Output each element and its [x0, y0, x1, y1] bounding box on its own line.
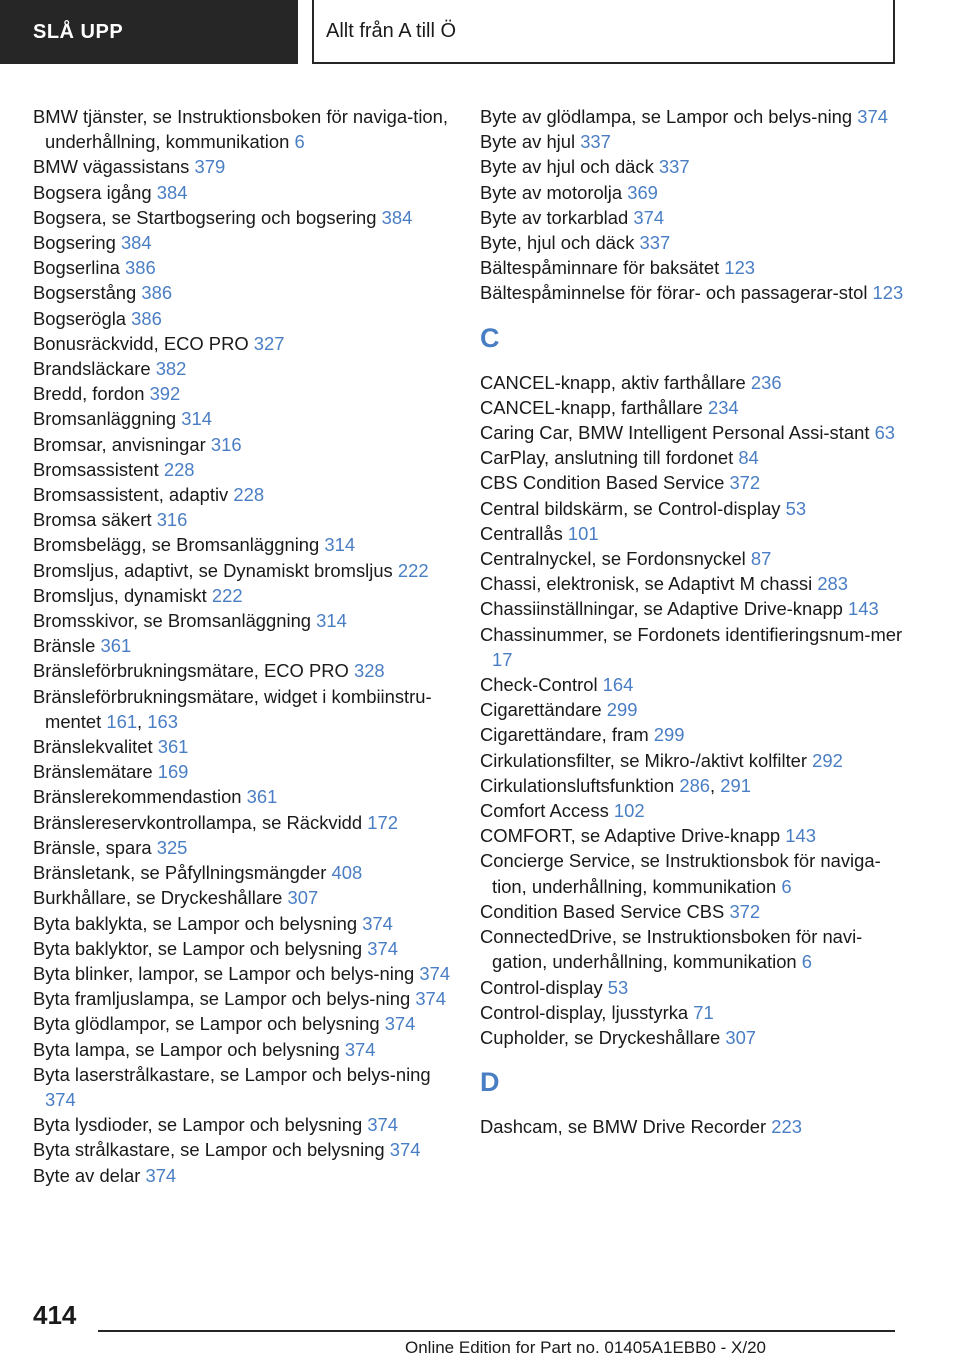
page-link[interactable]: 143 — [848, 598, 879, 620]
index-entry: Bränsleförbrukningsmätare, widget i kombiinstru-mentet 161, 163 — [33, 685, 432, 732]
page-link[interactable]: 361 — [246, 786, 278, 808]
index-entry — [33, 507, 458, 532]
index-entry — [480, 154, 910, 179]
index-term: Bogsering — [33, 232, 116, 254]
page-link[interactable]: 316 — [210, 433, 242, 455]
index-term: Byta strålkastare, se Lampor och belysning — [33, 1139, 385, 1161]
index-entry — [33, 734, 458, 759]
page-link[interactable]: 372 — [729, 900, 761, 922]
page-link[interactable]: 307 — [287, 887, 319, 909]
page-link[interactable]: 374 — [857, 106, 888, 127]
page-link[interactable]: 17 — [492, 648, 513, 670]
footer-divider — [98, 1330, 895, 1332]
index-term: Chassi, elektronisk, se Adaptivt M chassi — [480, 573, 813, 595]
index-column-left — [33, 104, 458, 1188]
index-term: Byte av glödlampa, se Lampor och belys-ning — [480, 106, 853, 127]
index-term: Byta baklyktor, se Lampor och belysning — [33, 937, 363, 959]
page-link[interactable]: 307 — [725, 1026, 757, 1048]
index-entry — [480, 521, 910, 546]
section-title: Allt från A till Ö — [312, 0, 895, 64]
index-term: Bränslerekommendastion — [33, 786, 242, 808]
page-link[interactable]: 408 — [331, 862, 363, 884]
page-link[interactable]: 314 — [324, 534, 356, 556]
page-link[interactable]: 374 — [367, 937, 398, 959]
index-term: Bogserögla — [33, 307, 127, 329]
index-term: Bromsanläggning — [33, 408, 177, 430]
index-entry — [480, 899, 910, 924]
index-entry — [33, 406, 458, 431]
index-entry — [480, 395, 910, 420]
index-term: Bredd, fordon — [33, 383, 145, 405]
index-entry — [33, 961, 458, 986]
index-entry — [480, 722, 910, 747]
page-link[interactable]: 286 — [679, 774, 711, 796]
page-link[interactable]: 164 — [602, 674, 634, 696]
page-link[interactable]: 361 — [157, 736, 189, 758]
index-term: Concierge Service, se Instruktionsbok för naviga-tion, underhållning, kommunikation — [480, 850, 881, 897]
index-entry — [480, 848, 910, 898]
index-term: Centrallås — [480, 522, 563, 544]
index-term: Cirkulationsfilter, se Mikro-/aktivt kolfilter — [480, 749, 808, 771]
index-term: Bromsa säkert — [33, 509, 152, 531]
index-entry — [480, 823, 910, 848]
index-entry — [480, 622, 910, 672]
index-entry — [33, 306, 458, 331]
page-link[interactable]: 382 — [155, 358, 187, 380]
index-term: Byte, hjul och däck — [480, 232, 635, 254]
index-term: Bromsljus, dynamiskt — [33, 584, 207, 606]
index-term: BMW tjänster, se Instruktionsboken för naviga-tion, underhållning, kommunikation — [33, 106, 449, 153]
index-term: CANCEL-knapp, farthållare — [480, 396, 703, 418]
page-link[interactable]: 299 — [653, 724, 685, 746]
page-link[interactable]: 53 — [785, 497, 807, 519]
index-term: ConnectedDrive, se Instruktionsboken för navi-gation, underhållning, kommunikation — [480, 926, 863, 973]
index-term: Control-display, ljusstyrka — [480, 1001, 689, 1023]
index-entry — [33, 633, 458, 658]
index-term: Byta lampa, se Lampor och belysning — [33, 1038, 340, 1060]
index-term: Byte av hjul och däck — [480, 156, 654, 178]
page-link[interactable]: 337 — [580, 131, 611, 153]
index-entry — [480, 420, 910, 445]
page-link[interactable]: 169 — [157, 761, 189, 783]
index-entry — [33, 558, 458, 583]
index-entry — [33, 154, 458, 179]
index-term: Cirkulationsluftsfunktion — [480, 774, 675, 796]
index-term: Condition Based Service CBS — [480, 900, 725, 922]
index-entry — [480, 129, 910, 154]
index-entry — [33, 457, 458, 482]
index-entry — [480, 370, 910, 395]
index-entry — [480, 546, 910, 571]
page-link[interactable]: 102 — [613, 800, 645, 822]
index-entry — [33, 1137, 458, 1162]
index-term: Bränslekvalitet — [33, 736, 153, 758]
index-term: Bogserlina — [33, 257, 120, 279]
page-link[interactable]: 384 — [156, 181, 188, 203]
section-tab[interactable]: SLÅ UPP — [0, 0, 298, 64]
page-link[interactable]: 392 — [149, 383, 181, 405]
index-term: CBS Condition Based Service — [480, 472, 725, 494]
index-entry — [33, 1163, 458, 1188]
index-term: Bränsle — [33, 635, 96, 657]
page-link[interactable]: 316 — [156, 509, 188, 531]
page-link[interactable]: 84 — [738, 447, 759, 469]
index-entry — [480, 798, 910, 823]
page-link[interactable]: 374 — [367, 1114, 398, 1136]
index-entry — [33, 1062, 458, 1112]
index-term: Control-display — [480, 976, 603, 998]
index-entry — [480, 445, 910, 470]
index-entry — [33, 885, 458, 910]
index-entry — [480, 496, 910, 521]
index-entry — [33, 230, 458, 255]
page-link[interactable]: 361 — [100, 635, 132, 657]
index-entry — [480, 1000, 910, 1025]
page-link[interactable]: 374 — [633, 206, 665, 228]
index-term: Bromsskivor, se Bromsanläggning — [33, 610, 312, 632]
page-link[interactable]: 87 — [750, 548, 772, 570]
page-link[interactable]: 337 — [658, 156, 690, 178]
index-term: Bogserstång — [33, 282, 137, 304]
index-entry — [480, 230, 910, 255]
index-entry — [480, 1025, 910, 1050]
page-link[interactable]: 228 — [233, 484, 265, 506]
page-link[interactable]: 374 — [45, 1088, 76, 1110]
page-link[interactable]: 369 — [627, 181, 658, 203]
index-entry — [33, 1037, 458, 1062]
page-header — [0, 0, 960, 66]
index-term: CANCEL-knapp, aktiv farthållare — [480, 371, 746, 393]
index-term: Comfort Access — [480, 800, 609, 822]
index-term: Caring Car, BMW Intelligent Personal Assi-stant — [480, 422, 870, 444]
index-term: Bromsbelägg, se Bromsanläggning — [33, 534, 320, 556]
edition-note: Online Edition for Part no. 01405A1EBB0 - X/20 — [405, 1338, 767, 1357]
page-link[interactable]: 384 — [381, 206, 413, 228]
index-term: Bromsljus, adaptivt, se Dynamiskt bromsljus — [33, 559, 393, 581]
page-link[interactable]: 6 — [781, 875, 792, 897]
page-link[interactable]: 372 — [729, 472, 761, 494]
index-term: Byte av delar — [33, 1164, 141, 1186]
index-entry — [480, 748, 910, 773]
page-link[interactable]: 314 — [316, 610, 347, 632]
index-entry — [480, 180, 910, 205]
index-entry — [480, 596, 910, 621]
page-link[interactable]: 386 — [125, 257, 156, 279]
index-entry — [480, 205, 910, 230]
page-link[interactable]: 325 — [156, 836, 188, 858]
page-link[interactable]: 123 — [724, 257, 756, 279]
index-entry — [480, 975, 910, 1000]
index-term: Chassiinställningar, se Adaptive Drive-knapp — [480, 598, 843, 620]
page-link[interactable]: 161 — [106, 710, 138, 732]
index-entry — [33, 608, 458, 633]
index-term: Bränsleförbrukningsmätare, widget i kombiinstru-mentet — [33, 685, 432, 732]
page-link[interactable]: 374 — [389, 1139, 421, 1161]
letter-heading: D — [480, 1067, 500, 1098]
page-link[interactable]: 63 — [874, 422, 896, 444]
index-term: Byta lysdioder, se Lampor och belysning — [33, 1114, 363, 1136]
index-term: Bromsar, anvisningar — [33, 433, 206, 455]
page-link[interactable]: 328 — [353, 660, 385, 682]
page-link[interactable]: 374 — [415, 988, 446, 1010]
page-link[interactable]: 386 — [141, 282, 173, 304]
index-term: Bränsle, spara — [33, 836, 152, 858]
index-term: Burkhållare, se Dryckeshållare — [33, 887, 283, 909]
index-term: Bränsleförbrukningsmätare, ECO PRO — [33, 660, 349, 682]
index-entry: Cirkulationsluftsfunktion 286, 291 — [480, 774, 751, 796]
page-link[interactable]: 384 — [120, 232, 152, 254]
index-entry — [33, 381, 458, 406]
page-link[interactable]: 6 — [294, 131, 305, 153]
index-term: Byta laserstrålkastare, se Lampor och belys-ning — [33, 1063, 431, 1085]
index-entry — [33, 784, 458, 809]
index-term: Bonusräckvidd, ECO PRO — [33, 332, 249, 354]
index-term: CarPlay, anslutning till fordonet — [480, 447, 734, 469]
page-link[interactable]: 223 — [771, 1116, 802, 1138]
index-term: Bogsera, se Startbogsering och bogsering — [33, 206, 377, 228]
page-link[interactable]: 53 — [607, 976, 629, 998]
index-entry — [33, 1011, 458, 1036]
index-entry — [480, 924, 910, 974]
letter-heading: C — [480, 322, 500, 353]
page-link[interactable]: 379 — [194, 156, 226, 178]
index-entry — [480, 697, 910, 722]
index-entry — [33, 835, 458, 860]
index-entry — [33, 986, 458, 1011]
index-term: Byta baklykta, se Lampor och belysning — [33, 912, 358, 934]
index-entry — [480, 672, 910, 697]
index-term: Byta blinker, lampor, se Lampor och belys-ning — [33, 962, 415, 984]
index-entry — [33, 482, 458, 507]
index-term: Byte av motorolja — [480, 181, 623, 203]
index-entry — [33, 759, 458, 784]
index-term: Check-Control — [480, 674, 598, 696]
page-link[interactable]: 337 — [639, 232, 671, 254]
index-term: Bränslereservkontrollampa, se Räckvidd — [33, 811, 363, 833]
index-entry — [480, 470, 910, 495]
page-link[interactable]: 172 — [367, 811, 398, 833]
page-link[interactable]: 374 — [362, 912, 393, 934]
index-term: Bromsassistent — [33, 458, 159, 480]
page-number: 414 — [33, 1300, 77, 1330]
index-entry — [480, 571, 910, 596]
index-entry — [480, 255, 910, 280]
index-entry — [33, 658, 458, 683]
index-entry — [33, 255, 458, 280]
index-term: Bränslemätare — [33, 761, 153, 783]
page-link[interactable]: 222 — [397, 559, 429, 581]
index-term: Dashcam, se BMW Drive Recorder — [480, 1116, 767, 1138]
index-term: BMW vägassistans — [33, 156, 190, 178]
index-entry — [33, 432, 458, 457]
index-entry — [33, 104, 458, 154]
index-entry — [33, 180, 458, 205]
index-entry — [33, 911, 458, 936]
page-link[interactable]: 283 — [817, 573, 849, 595]
page-link[interactable]: 386 — [131, 307, 162, 329]
page-link[interactable]: 374 — [344, 1038, 376, 1060]
index-entry — [33, 1112, 458, 1137]
page-link[interactable]: 291 — [720, 774, 751, 796]
index-entry — [33, 532, 458, 557]
page-link[interactable]: 292 — [812, 749, 843, 771]
index-term: Byta glödlampor, se Lampor och belysning — [33, 1013, 380, 1035]
index-entry — [480, 1114, 910, 1139]
page-link[interactable]: 123 — [872, 282, 904, 304]
page-link[interactable]: 299 — [606, 699, 638, 721]
index-term: Cupholder, se Dryckeshållare — [480, 1026, 721, 1048]
page-link[interactable]: 71 — [693, 1001, 714, 1023]
page-link[interactable]: 6 — [801, 951, 813, 973]
index-term: Central bildskärm, se Control-display — [480, 497, 781, 519]
page-link[interactable]: 163 — [147, 710, 178, 732]
index-entry — [33, 280, 458, 305]
index-term: Bogsera igång — [33, 181, 152, 203]
page-link[interactable]: 374 — [419, 962, 451, 984]
index-term: Cigarettändare — [480, 699, 602, 721]
index-entry — [33, 356, 458, 381]
index-entry — [33, 205, 458, 230]
page-link[interactable]: 236 — [750, 371, 782, 393]
page-link[interactable]: 143 — [785, 825, 816, 847]
index-term: Byte av hjul — [480, 131, 576, 153]
index-term: Bromsassistent, adaptiv — [33, 484, 229, 506]
page-link[interactable]: 234 — [707, 396, 739, 418]
index-entry — [33, 583, 458, 608]
index-term: Bränsletank, se Påfyllningsmängder — [33, 862, 327, 884]
index-term: Brandsläckare — [33, 358, 151, 380]
index-term: Cigarettändare, fram — [480, 724, 649, 746]
page-link[interactable]: 374 — [145, 1164, 177, 1186]
index-entry — [480, 280, 910, 305]
index-term: Byte av torkarblad — [480, 206, 629, 228]
index-entry — [33, 810, 458, 835]
page-link[interactable]: 222 — [211, 584, 243, 606]
index-term: Bältespåminnare för baksätet — [480, 257, 720, 279]
index-entry — [33, 860, 458, 885]
page-link[interactable]: 374 — [384, 1013, 416, 1035]
page-link[interactable]: 314 — [181, 408, 212, 430]
index-term: Chassinummer, se Fordonets identifieringsnum-mer — [480, 623, 903, 645]
index-entry — [33, 936, 458, 961]
index-entry — [33, 331, 458, 356]
index-term: COMFORT, se Adaptive Drive-knapp — [480, 825, 781, 847]
index-column-right — [480, 104, 910, 1139]
index-term: Bältespåminnelse för förar- och passagerar-stol — [480, 282, 868, 304]
page-link[interactable]: 101 — [567, 522, 599, 544]
index-entry — [480, 104, 910, 129]
page-link[interactable]: 327 — [253, 332, 285, 354]
page-link[interactable]: 228 — [163, 458, 195, 480]
index-term: Byta framljuslampa, se Lampor och belys-ning — [33, 988, 411, 1010]
index-term: Centralnyckel, se Fordonsnyckel — [480, 548, 746, 570]
